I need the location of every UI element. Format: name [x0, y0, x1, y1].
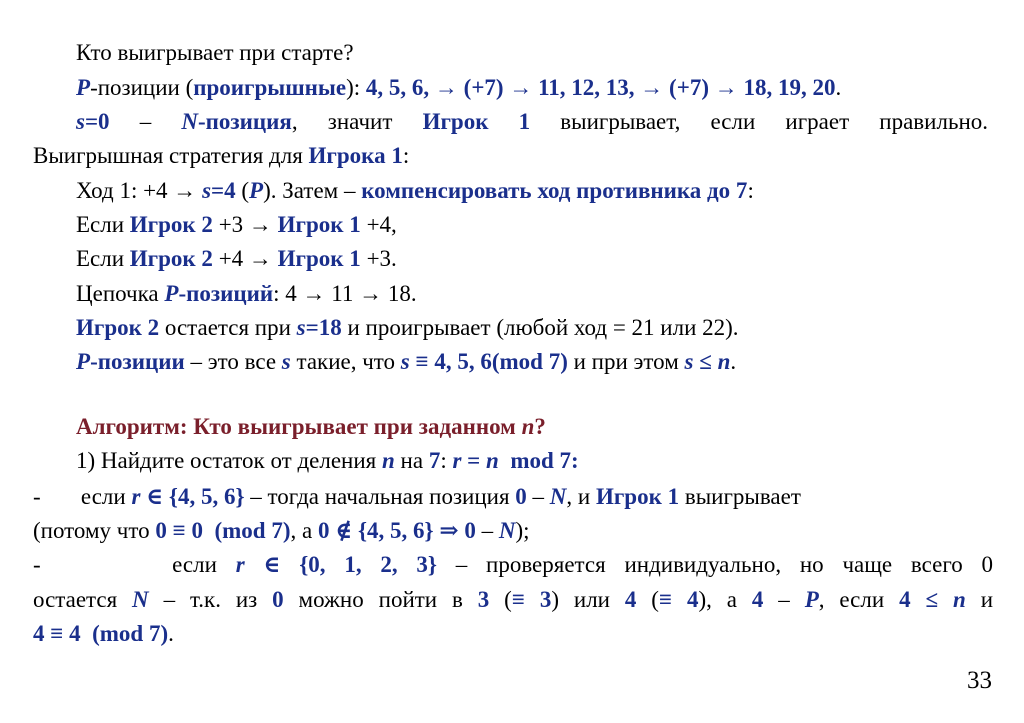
text-run: n [486, 448, 499, 473]
text-run: : [440, 448, 453, 473]
text-run: N [498, 518, 516, 543]
text-run: 7 [428, 448, 441, 473]
page-number: 33 [967, 667, 992, 694]
text-run: – [109, 109, 182, 134]
text-run: -позиция [198, 109, 292, 134]
text-run: s [400, 349, 410, 374]
text-run: 4, 5, 6, → (+7) → 11, 12, 13, → (+7) → 18, 19, 20 [365, 75, 836, 100]
text-run: такие, что [290, 349, 401, 374]
text-run: : [747, 178, 754, 203]
text-run: ( [489, 587, 512, 612]
text-run: +3 → [212, 212, 278, 237]
text-run: ); [515, 518, 530, 543]
text-run: выигрывает [679, 484, 801, 509]
text-run: ). Затем – [263, 178, 362, 203]
text-line [76, 244, 397, 274]
text-run: N [132, 587, 149, 612]
text-run: Игрок 2 [129, 212, 213, 237]
text-run: =4 [211, 178, 236, 203]
text-line [76, 176, 754, 206]
text-run: – это все [184, 349, 282, 374]
text-run: r [452, 448, 462, 473]
text-line [76, 412, 546, 442]
text-run: Игрок 2 [76, 315, 160, 340]
text-run: 0 [272, 587, 284, 612]
text-run: – проверяется индивидуально, но чаще всего 0 [436, 552, 993, 577]
text-run: -позиций [178, 281, 274, 306]
text-run: n [953, 587, 966, 612]
text-run: 4 [751, 587, 764, 612]
text-run: 4 [624, 587, 637, 612]
text-run: s [281, 349, 291, 374]
text-run: Игрок 1 [595, 484, 680, 509]
text-run: выигрывает, если играет правильно. [530, 109, 988, 134]
text-run: mod 7: [498, 448, 579, 473]
text-line [33, 585, 993, 615]
text-run: - если [33, 484, 132, 509]
text-run: проигрышные [193, 75, 347, 100]
text-run: , если [818, 587, 900, 612]
text-run: – [475, 518, 499, 543]
text-run: : 4 → 11 → 18. [273, 281, 417, 306]
text-run: P [249, 178, 264, 203]
text-run: - если [33, 552, 236, 577]
text-run: Игрока 1 [308, 143, 403, 168]
text-run: , и [566, 484, 596, 509]
text-run: – т.к. из [148, 587, 273, 612]
text-run: остается [33, 587, 133, 612]
text-run: ≤ [693, 349, 718, 374]
text-run: , а [290, 518, 318, 543]
text-run: 0 ≡ 0 (mod 7) [155, 518, 291, 543]
text-run: n [717, 349, 731, 374]
text-line [33, 550, 993, 580]
text-line [33, 619, 174, 649]
text-run: N [181, 109, 199, 134]
text-run: ∈ {4, 5, 6} [140, 484, 245, 509]
text-run: (потому что [33, 518, 156, 543]
text-run: можно пойти в [283, 587, 478, 612]
text-run: = [461, 448, 487, 473]
text-run: ), а [698, 587, 752, 612]
text-run: s [684, 349, 694, 374]
text-run: Если [76, 246, 130, 271]
text-line [76, 210, 397, 240]
text-run: +3. [360, 246, 397, 271]
text-run: P [76, 349, 91, 374]
text-run: ( [235, 178, 250, 203]
text-line [76, 38, 354, 68]
text-run: . [835, 75, 842, 100]
text-run: r [131, 484, 141, 509]
text-run: n [382, 448, 395, 473]
text-run: ≡ 4 [658, 587, 699, 612]
text-run: s [76, 109, 85, 134]
text-run: 0 [515, 484, 527, 509]
text-run: P [76, 75, 91, 100]
text-run: n [521, 414, 535, 439]
text-line [76, 446, 579, 476]
text-run: s [202, 178, 212, 203]
text-run: r [235, 552, 245, 577]
text-run: +4 → [212, 246, 278, 271]
text-run: компенсировать ход противника до 7 [361, 178, 748, 203]
text-run: ? [534, 414, 546, 439]
text-run: ∈ {0, 1, 2, 3} [244, 552, 437, 577]
text-run: ) или [551, 587, 625, 612]
text-run: +4, [360, 212, 397, 237]
text-run: . [730, 349, 737, 374]
text-run: ): [346, 75, 366, 100]
text-run: s [296, 315, 306, 340]
text-run: Цепочка [76, 281, 165, 306]
text-run: – тогда начальная позиция [244, 484, 516, 509]
text-run: -позиции [90, 349, 185, 374]
text-run: , значит [291, 109, 423, 134]
text-line [76, 107, 988, 137]
text-run: на [394, 448, 429, 473]
text-run: и при этом [567, 349, 685, 374]
text-run: . [168, 621, 174, 646]
text-run: Игрок 1 [277, 246, 361, 271]
text-line [76, 73, 841, 103]
text-run: : [402, 143, 410, 168]
text-run: -позиции ( [90, 75, 194, 100]
text-run: P [804, 587, 819, 612]
text-line [33, 141, 409, 171]
text-run: ≡ 4, 5, 6(mod 7) [409, 349, 568, 374]
text-line [76, 347, 736, 377]
text-run: Алгоритм: Кто выигрывает при заданном [76, 414, 522, 439]
text-run: Выигрышная стратегия для [33, 143, 309, 168]
text-run: остается при [159, 315, 297, 340]
text-run: 4 ≡ 4 (mod 7) [33, 621, 169, 646]
text-run: ( [636, 587, 659, 612]
text-run: Кто выигрывает при старте? [76, 40, 354, 65]
text-run: P [164, 281, 179, 306]
text-run: Игрок 1 [422, 109, 531, 134]
text-run: Игрок 2 [129, 246, 213, 271]
text-run: и [965, 587, 994, 612]
text-run: 3 [477, 587, 490, 612]
text-run: 0 ∉ {4, 5, 6} ⇒ 0 [317, 518, 476, 543]
text-run: =18 [305, 315, 342, 340]
text-run: – [526, 484, 550, 509]
text-line [33, 482, 801, 512]
text-run: =0 [84, 109, 110, 134]
text-run: Игрок 1 [277, 212, 361, 237]
text-line [76, 279, 417, 309]
text-run: Ход 1: +4 → [76, 178, 203, 203]
text-run: и проигрывает (любой ход = 21 или 22). [341, 315, 739, 340]
text-run: – [763, 587, 805, 612]
text-run: 4 ≤ [899, 587, 953, 612]
text-run: 1) Найдите остаток от деления [76, 448, 382, 473]
text-line [33, 516, 530, 546]
text-run: Если [76, 212, 130, 237]
text-run: ≡ 3 [511, 587, 552, 612]
text-run: N [549, 484, 567, 509]
text-line [76, 313, 739, 343]
